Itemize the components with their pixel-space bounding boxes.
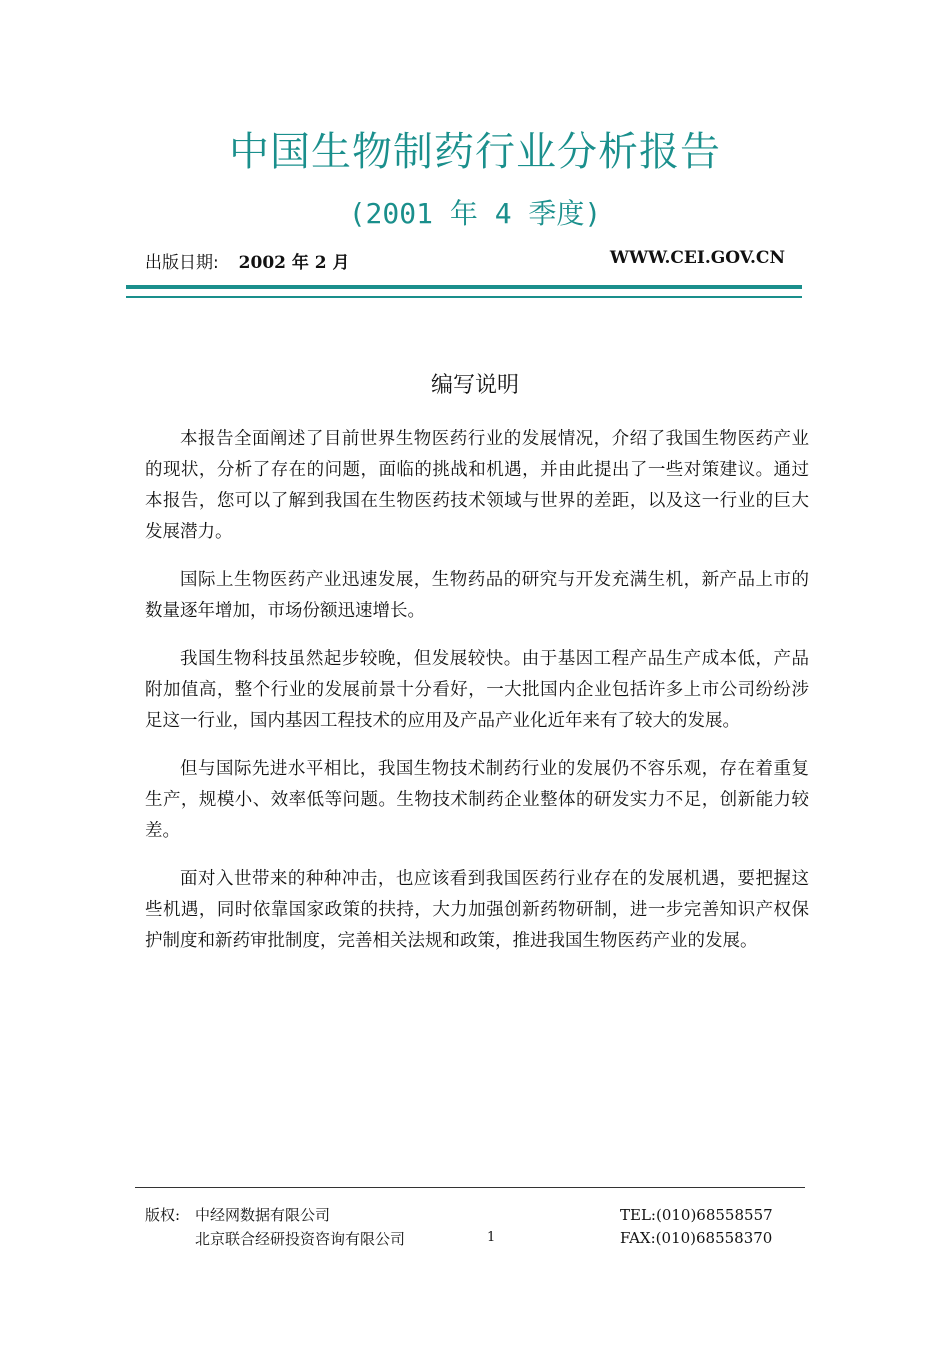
telephone: TEL:(010)68558557	[620, 1206, 773, 1224]
section-heading: 编写说明	[430, 373, 519, 398]
fax: FAX:(010)68558370	[620, 1229, 773, 1247]
publication-row	[145, 248, 785, 276]
paragraph: 但与国际先进水平相比，我国生物技术制药行业的发展仍不容乐观，存在着重复生产，规模小、效率低等问题。生物技术制药企业整体的研发实力不足，创新能力较差。	[145, 759, 809, 841]
report-subtitle: (2001 年 4 季度)	[348, 197, 602, 230]
paragraph: 国际上生物医药产业迅速发展，生物药品的研究与开发充满生机，新产品上市的数量逐年增加，市场份额迅速增长。	[145, 570, 809, 621]
publish-date-label: 出版日期:	[145, 253, 219, 273]
report-title: 中国生物制药行业分析报告	[229, 129, 721, 175]
paragraph: 面对入世带来的种种冲击，也应该看到我国医药行业存在的发展机遇，要把握这些机遇，同时依靠国家政策的扶持，大力加强创新药物研制，进一步完善知识产权保护制度和新药审批制度，完善相关法规和政策，推进我国生物医药产业的发展。	[145, 869, 809, 951]
paragraph: 我国生物科技虽然起步较晚，但发展较快。由于基因工程产品生产成本低，产品附加值高，整个行业的发展前景十分看好，一大批国内企业包括许多上市公司纷纷涉足这一行业，国内基因工程技术的应用及产品产业化近年来有了较大的发展。	[145, 649, 809, 731]
paragraph: 本报告全面阐述了目前世界生物医药行业的发展情况，介绍了我国生物医药产业的现状，分析了存在的问题，面临的挑战和机遇，并由此提出了一些对策建议。通过本报告，您可以了解到我国在生物医药技术领域与世界的差距，以及这一行业的巨大发展潜力。	[145, 429, 809, 542]
copyright-label: 版权:	[145, 1206, 181, 1224]
publish-date-value: 2002 年 2 月	[238, 253, 350, 273]
copyright-company-2: 北京联合经研投资咨询有限公司	[195, 1230, 406, 1248]
website-link[interactable]: WWW.CEI.GOV.CN	[609, 248, 785, 268]
publish-date	[145, 248, 350, 273]
footer-divider	[135, 1187, 805, 1188]
header-divider-thin	[126, 296, 802, 298]
copyright-company-1: 中经网数据有限公司	[195, 1206, 331, 1224]
page-footer	[145, 1204, 795, 1264]
header-divider-thick	[126, 285, 802, 289]
section-body	[145, 424, 809, 974]
page-number: 1	[487, 1230, 496, 1245]
